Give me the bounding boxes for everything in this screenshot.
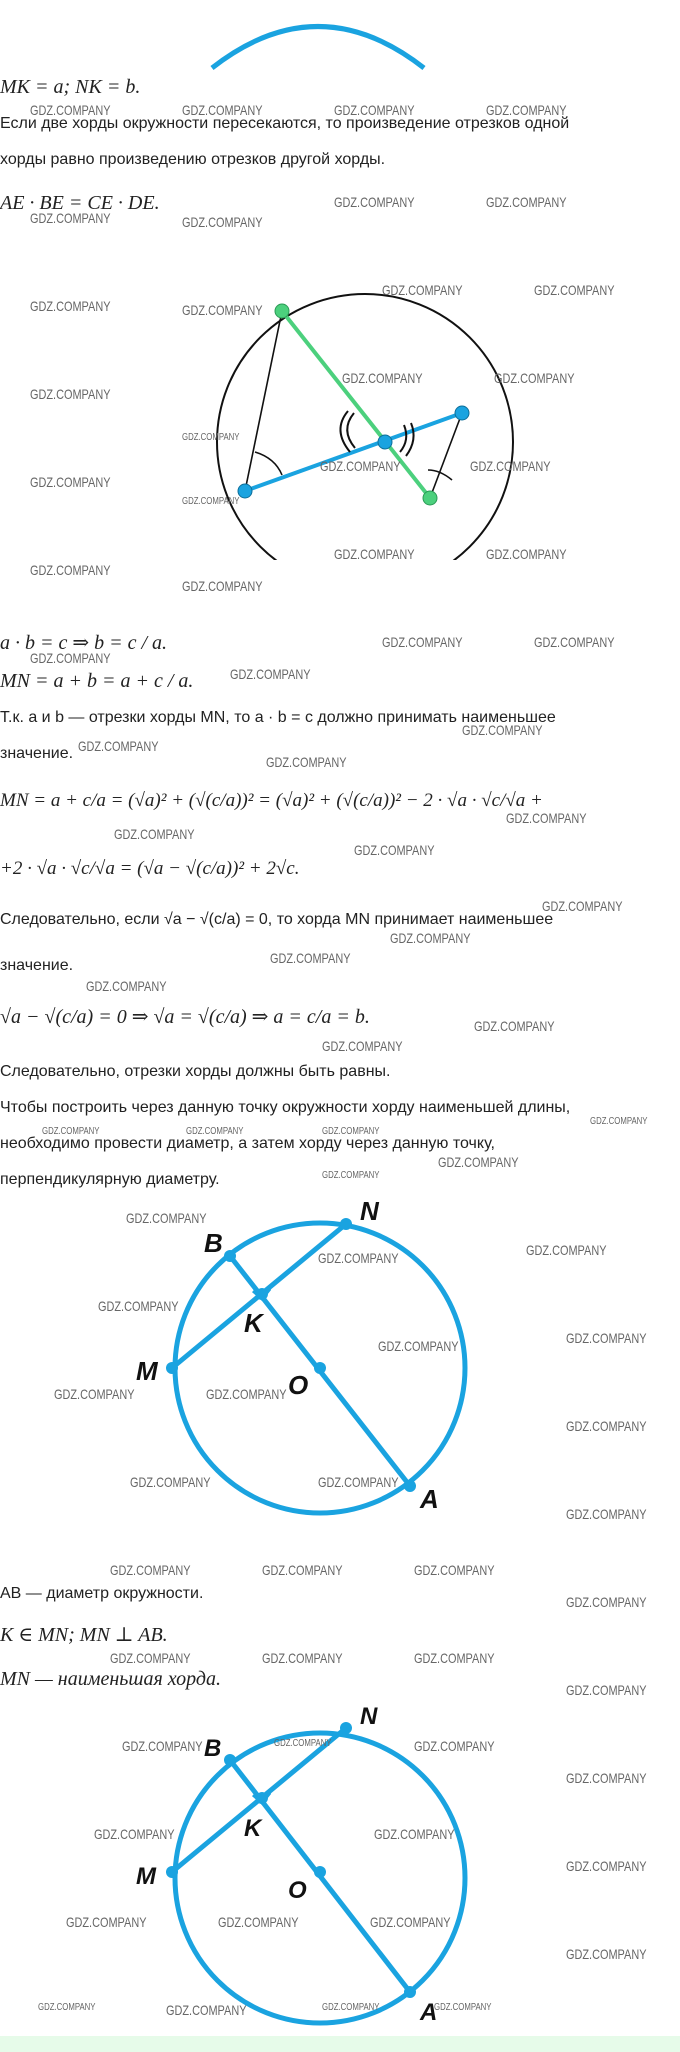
construct-line-3: перпендикулярную диаметру. [0,1171,220,1188]
watermark: GDZ.COMPANY [566,1858,647,1874]
mk-nk-line: MK = a; NK = b. [0,76,141,98]
theorem-line-2: хорды равно произведению отрезков другой хорды. [0,151,386,168]
watermark: GDZ.COMPANY [98,1298,179,1314]
watermark: GDZ.COMPANY [262,1562,343,1578]
watermark: GDZ.COMPANY [114,826,195,842]
label-n: N [360,1196,379,1226]
watermark: GDZ.COMPANY [486,102,567,118]
hence-line-1: Следовательно, если √a − √(c/a) = 0, то хорда MN принимает наименьшее [0,911,554,928]
watermark: GDZ.COMPANY [30,474,111,490]
point-a [404,1986,416,1998]
watermark: GDZ.COMPANY [30,386,111,402]
watermark: GDZ.COMPANY [534,634,615,650]
watermark: GDZ.COMPANY [270,950,351,966]
watermark: GDZ.COMPANY [542,898,623,914]
watermark: GDZ.COMPANY [318,1474,399,1490]
watermark: GDZ.COMPANY [206,1386,287,1402]
watermark: GDZ.COMPANY [438,1154,519,1170]
watermark: GDZ.COMPANY [390,930,471,946]
watermark: GDZ.COMPANY [126,1210,207,1226]
watermark: GDZ.COMPANY [110,1562,191,1578]
point-o [314,1866,326,1878]
mn-min-line: MN — наименьшая хорда. [0,1668,221,1690]
watermark: GDZ.COMPANY [354,842,435,858]
point-k [256,1792,268,1804]
equation-chain: √a − √(c/a) = 0 ⇒ √a = √(c/a) ⇒ a = c/a = b. [0,1006,370,1028]
label-o: O [288,1370,309,1400]
angle-arc-4 [406,423,414,456]
watermark: GDZ.COMPANY [474,1018,555,1034]
k-perp-line: K ∈ MN; MN ⊥ AB. [0,1624,168,1646]
watermark: GDZ.COMPANY [382,634,463,650]
watermark: GDZ.COMPANY [322,1038,403,1054]
watermark: GDZ.COMPANY [322,1126,380,1137]
ab-c-equation: a · b = c ⇒ b = c / a. [0,632,168,654]
watermark: GDZ.COMPANY [414,1738,495,1754]
watermark: GDZ.COMPANY [470,458,551,474]
construct-line-1: Чтобы построить через данную точку окружности хорду наименьшей длины, [0,1099,571,1116]
watermark: GDZ.COMPANY [566,1770,647,1786]
watermark: GDZ.COMPANY [414,1650,495,1666]
top-arc-figure [0,0,680,70]
point-m [166,1362,178,1374]
ae-be-equation: AE · BE = CE · DE. [0,192,160,214]
watermark: GDZ.COMPANY [334,102,415,118]
hence-line-2: значение. [0,957,74,974]
watermark: GDZ.COMPANY [382,282,463,298]
watermark: GDZ.COMPANY [566,1330,647,1346]
watermark: GDZ.COMPANY [342,370,423,386]
watermark: GDZ.COMPANY [182,302,263,318]
point-n [340,1218,352,1230]
chord-left [245,311,282,491]
watermark: GDZ.COMPANY [566,1682,647,1698]
watermark: GDZ.COMPANY [30,650,111,666]
point-top [275,304,289,318]
diameter-chord-diagram-1 [0,1190,680,1520]
watermark: GDZ.COMPANY [182,578,263,594]
label-o: O [288,1877,307,1904]
label-m: M [136,1356,158,1386]
since-line: Т.к. a и b — отрезки хорды MN, то a · b = c должно принимать наименьшее [0,709,556,726]
chord-right [430,413,462,498]
watermark: GDZ.COMPANY [434,2002,492,2013]
label-k: K [244,1308,263,1338]
watermark: GDZ.COMPANY [30,210,111,226]
watermark: GDZ.COMPANY [486,194,567,210]
label-a: A [420,1484,439,1514]
point-b [224,1754,236,1766]
watermark: GDZ.COMPANY [590,1116,648,1127]
point-intersection [378,435,392,449]
point-n [340,1722,352,1734]
watermark: GDZ.COMPANY [334,546,415,562]
watermark: GDZ.COMPANY [462,722,543,738]
watermark: GDZ.COMPANY [378,1338,459,1354]
watermark: GDZ.COMPANY [320,458,401,474]
watermark: GDZ.COMPANY [566,1506,647,1522]
angle-arc-left [255,452,282,475]
top-arc [212,27,424,69]
watermark: GDZ.COMPANY [334,194,415,210]
watermark: GDZ.COMPANY [182,214,263,230]
watermark: GDZ.COMPANY [130,1474,211,1490]
watermark: GDZ.COMPANY [374,1826,455,1842]
theorem-line-1: Если две хорды окружности пересекаются, то произведение отрезков одной [0,115,570,132]
watermark: GDZ.COMPANY [30,102,111,118]
watermark: GDZ.COMPANY [322,2002,380,2013]
watermark: GDZ.COMPANY [94,1826,175,1842]
point-o [314,1362,326,1374]
label-m: M [136,1863,156,1890]
watermark: GDZ.COMPANY [526,1242,607,1258]
watermark: GDZ.COMPANY [566,1594,647,1610]
equal-segments-line: Следовательно, отрезки хорды должны быть равны. [0,1063,391,1080]
chord-intersection-diagram [0,280,680,560]
watermark: GDZ.COMPANY [230,666,311,682]
watermark: GDZ.COMPANY [566,1418,647,1434]
ab-diameter-line: AB — диаметр окружности. [0,1585,204,1602]
watermark: GDZ.COMPANY [262,1650,343,1666]
value-line: значение. [0,745,74,762]
watermark: GDZ.COMPANY [370,1914,451,1930]
watermark: GDZ.COMPANY [182,432,240,443]
watermark: GDZ.COMPANY [534,282,615,298]
mn-sum-equation: MN = a + b = a + c / a. [0,670,194,692]
watermark: GDZ.COMPANY [566,1946,647,1962]
watermark: GDZ.COMPANY [318,1250,399,1266]
watermark: GDZ.COMPANY [486,546,567,562]
angle-arc-3 [400,425,406,452]
watermark: GDZ.COMPANY [122,1738,203,1754]
watermark: GDZ.COMPANY [182,496,240,507]
point-left [238,484,252,498]
point-bottom-right [423,491,437,505]
footer-bar [0,2036,680,2052]
watermark: GDZ.COMPANY [54,1386,135,1402]
chord-blue [245,413,462,491]
watermark: GDZ.COMPANY [30,562,111,578]
label-k: K [244,1815,262,1842]
watermark: GDZ.COMPANY [218,1914,299,1930]
construct-line-2: необходимо провести диаметр, а затем хорду через данную точку, [0,1135,495,1152]
watermark: GDZ.COMPANY [414,1562,495,1578]
angle-arc-1 [347,413,355,448]
watermark: GDZ.COMPANY [182,102,263,118]
label-n: N [360,1703,378,1730]
watermark: GDZ.COMPANY [30,298,111,314]
watermark: GDZ.COMPANY [110,1650,191,1666]
watermark: GDZ.COMPANY [166,2002,247,2018]
watermark: GDZ.COMPANY [186,1126,244,1137]
label-a: A [420,1999,438,2026]
label-b: B [204,1228,223,1258]
watermark: GDZ.COMPANY [506,810,587,826]
watermark: GDZ.COMPANY [274,1738,332,1749]
watermark: GDZ.COMPANY [322,1170,380,1181]
watermark: GDZ.COMPANY [86,978,167,994]
watermark: GDZ.COMPANY [78,738,159,754]
watermark: GDZ.COMPANY [66,1914,147,1930]
angle-arc-2 [340,411,350,452]
mn-expand-line-2: +2 · √a · √c/√a = (√a − √(c/a))² + 2√c. [0,858,300,879]
circle [217,294,513,560]
watermark: GDZ.COMPANY [38,2002,96,2013]
watermark: GDZ.COMPANY [494,370,575,386]
point-m [166,1866,178,1878]
point-a [404,1480,416,1492]
point-right [455,406,469,420]
label-b: B [204,1735,222,1762]
watermark: GDZ.COMPANY [42,1126,100,1137]
point-b [224,1250,236,1262]
watermark: GDZ.COMPANY [266,754,347,770]
point-k [256,1288,268,1300]
mn-expand-line-1: MN = a + c/a = (√a)² + (√(c/a))² = (√a)² + (√(c/a))² − 2 · √a · √c/√a + [0,790,543,811]
